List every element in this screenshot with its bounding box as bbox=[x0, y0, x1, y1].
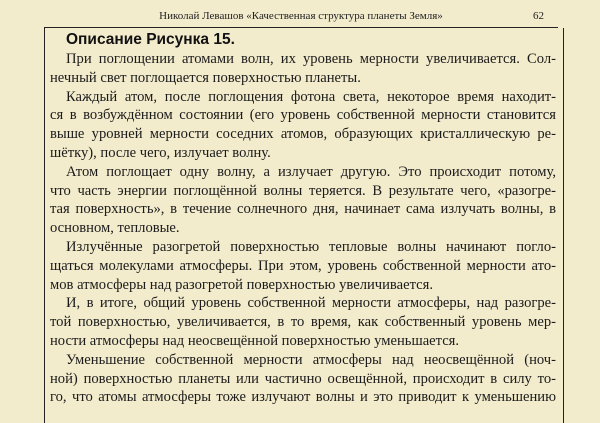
text-line: шётку), после чего, излучает волну. bbox=[50, 144, 271, 161]
text-line: Атом поглощает одну волну, а излучает другую. Это происходит потому, bbox=[66, 163, 556, 180]
section-title: Описание Рисунка 15. bbox=[66, 31, 235, 48]
text-line: выше уровней мерности соседних атомов, образующих кристаллическую ре- bbox=[50, 126, 556, 143]
paragraph-list bbox=[50, 50, 556, 407]
text-line: нечный свет поглощается поверхностью планеты. bbox=[50, 69, 361, 86]
text-line: ся в возбуждённом состоянии (его уровень собственной мерности становится bbox=[50, 107, 556, 124]
text-line: ной) поверхностью планеты или частично освещённой, происходит в силу то- bbox=[50, 370, 556, 387]
header-title: Николай Левашов «Качественная структура планеты Земля» bbox=[159, 10, 443, 22]
text-line: При поглощении атомами волн, их уровень мерности увеличивается. Сол- bbox=[66, 51, 556, 67]
text-line: основном, тепловые. bbox=[50, 220, 180, 237]
text-line: Излучённые разогретой поверхностью тепловые волны начинают погло- bbox=[66, 238, 556, 255]
text-line: Каждый атом, после поглощения фотона света, некоторое время находит- bbox=[66, 88, 556, 105]
paragraph bbox=[50, 88, 556, 163]
page-number: 62 bbox=[533, 10, 544, 22]
text-line: И, в итоге, общий уровень собственной мерности атмосферы, над разогре- bbox=[66, 295, 556, 312]
text-line: щаться молекулами атмосферы. При этом, уровень собственной мерности ато- bbox=[50, 257, 556, 274]
text-line: го, что атомы атмосферы тоже излучают волны и это приводит к уменьшению bbox=[50, 389, 556, 406]
paragraph bbox=[50, 294, 556, 350]
text-line: той поверхностью, увеличивается, в то время, как собственный уровень мер- bbox=[50, 314, 556, 331]
page-body bbox=[50, 30, 556, 407]
paragraph bbox=[50, 238, 556, 294]
text-line: ности атмосферы над неосвещённой поверхностью уменьшается. bbox=[50, 332, 460, 349]
text-line: что часть энергии поглощённой волны теряется. В результате чего, «разогре- bbox=[50, 182, 556, 199]
running-header bbox=[44, 6, 558, 28]
text-line: мов атмосферы над разогретой поверхностью увеличивается. bbox=[50, 276, 433, 293]
paragraph bbox=[50, 351, 556, 407]
paragraph bbox=[50, 163, 556, 238]
text-line: Уменьшение собственной мерности атмосферы над неосвещённой (ноч- bbox=[66, 351, 556, 368]
text-line: тая поверхность», в течение солнечного дня, начинает сама излучать волны, в bbox=[50, 201, 556, 218]
paragraph bbox=[50, 50, 556, 88]
